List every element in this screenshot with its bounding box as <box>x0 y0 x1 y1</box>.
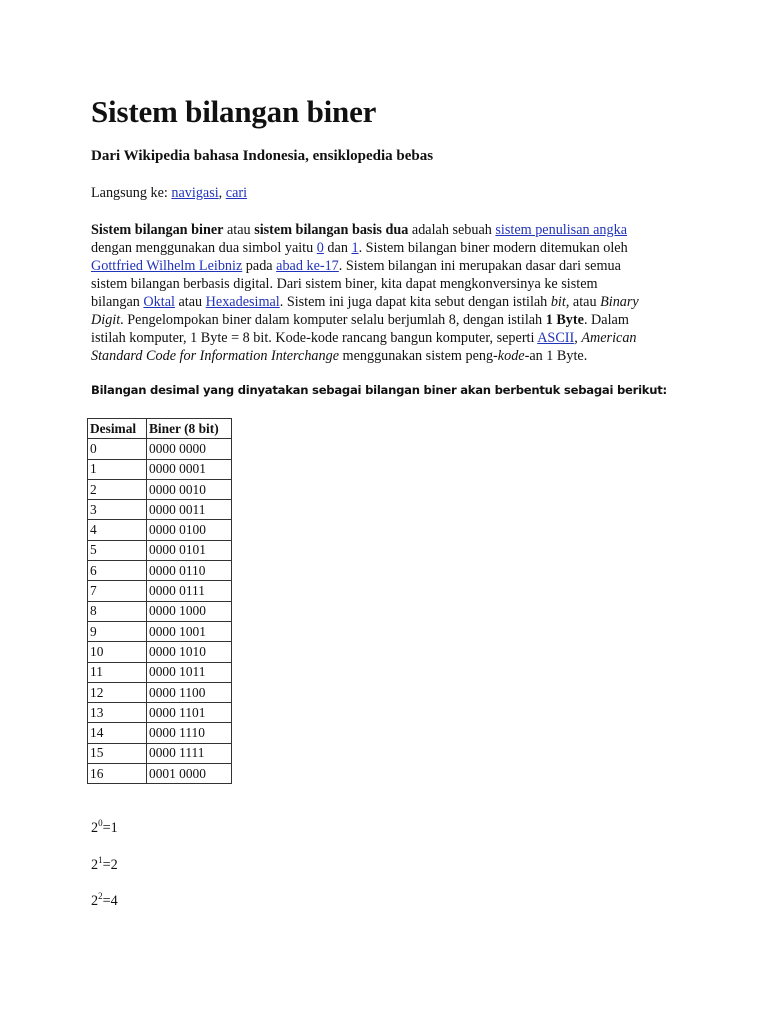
bold-term: Sistem bilangan biner <box>91 222 224 238</box>
link-abad-ke-17[interactable]: abad ke-17 <box>276 258 339 274</box>
link-oktal[interactable]: Oktal <box>143 294 175 310</box>
text: dengan menggunakan dua simbol yaitu <box>91 240 317 256</box>
text: . Sistem ini juga dapat kita sebut dengan istilah <box>279 294 551 310</box>
link-ascii[interactable]: ASCII <box>537 330 575 346</box>
text: atau <box>174 294 206 310</box>
binary-cell: 0000 1001 <box>147 621 232 641</box>
text: dan <box>323 240 352 256</box>
binary-cell: 0000 0100 <box>147 520 232 540</box>
decimal-cell: 6 <box>88 561 147 581</box>
search-link[interactable]: cari <box>225 185 248 201</box>
paragraph-line <box>91 293 676 311</box>
table-row <box>88 459 232 479</box>
bold-term: 1 Byte <box>545 312 584 328</box>
text: menggunakan sistem peng- <box>339 348 498 364</box>
text: bilangan <box>91 294 144 310</box>
decimal-cell: 15 <box>88 743 147 763</box>
table-row <box>88 764 232 784</box>
decimal-cell: 14 <box>88 723 147 743</box>
link-hexadesimal[interactable]: Hexadesimal <box>205 294 280 310</box>
table-row <box>88 540 232 560</box>
bold-term: sistem bilangan basis dua <box>254 222 409 238</box>
paragraph-line <box>91 239 676 257</box>
link-0[interactable]: 0 <box>316 240 324 256</box>
text: atau <box>223 222 255 238</box>
power-exponent: 0 <box>98 818 103 828</box>
link-sistem-penulisan-angka[interactable]: sistem penulisan angka <box>495 222 628 238</box>
decimal-cell: 0 <box>88 439 147 459</box>
table-row <box>88 621 232 641</box>
power-line <box>91 893 118 910</box>
text: . Sistem bilangan ini merupakan dasar dari semua <box>338 258 621 274</box>
link-1[interactable]: 1 <box>351 240 359 256</box>
jump-links <box>91 185 247 202</box>
binary-cell: 0000 1110 <box>147 723 232 743</box>
table-row <box>88 662 232 682</box>
italic-term: Digit <box>91 312 121 328</box>
table-caption: Bilangan desimal yang dinyatakan sebagai bilangan biner akan berbentuk sebagai berikut: <box>91 383 667 397</box>
table-row <box>88 703 232 723</box>
decimal-cell: 13 <box>88 703 147 723</box>
table-row <box>88 500 232 520</box>
table-row <box>88 743 232 763</box>
column-header-desimal: Desimal <box>88 419 147 439</box>
table-header-row <box>88 419 232 439</box>
italic-term: bit <box>550 294 566 310</box>
column-header-biner: Biner (8 bit) <box>147 419 232 439</box>
paragraph-line <box>91 329 676 347</box>
decimal-cell: 4 <box>88 520 147 540</box>
decimal-cell: 1 <box>88 459 147 479</box>
text: , atau <box>565 294 601 310</box>
decimal-cell: 9 <box>88 621 147 641</box>
power-base: 2 <box>91 857 99 873</box>
text: sistem bilangan berbasis digital. Dari sistem biner, kita dapat mengkonversinya ke sistem <box>91 276 598 292</box>
link-leibniz[interactable]: Gottfried Wilhelm Leibniz <box>91 258 243 274</box>
decimal-cell: 10 <box>88 642 147 662</box>
jump-prefix: Langsung ke: <box>91 185 172 201</box>
power-exponent: 1 <box>98 855 103 865</box>
table-row <box>88 723 232 743</box>
power-exponent: 2 <box>98 891 103 901</box>
italic-term: Binary <box>600 294 639 310</box>
binary-cell: 0000 0110 <box>147 561 232 581</box>
binary-cell: 0000 0011 <box>147 500 232 520</box>
decimal-cell: 3 <box>88 500 147 520</box>
italic-term: Standard Code for Information Interchange <box>91 348 339 364</box>
binary-cell: 0000 1011 <box>147 662 232 682</box>
power-base: 2 <box>91 893 99 909</box>
table-row <box>88 561 232 581</box>
binary-cell: 0000 0000 <box>147 439 232 459</box>
decimal-cell: 5 <box>88 540 147 560</box>
binary-cell: 0000 1100 <box>147 682 232 702</box>
decimal-cell: 2 <box>88 479 147 499</box>
binary-cell: 0000 1010 <box>147 642 232 662</box>
power-line <box>91 820 118 837</box>
decimal-cell: 12 <box>88 682 147 702</box>
power-base: 2 <box>91 820 99 836</box>
power-result: =2 <box>102 857 118 873</box>
paragraph-line <box>91 347 676 365</box>
table-row <box>88 479 232 499</box>
binary-cell: 0000 0101 <box>147 540 232 560</box>
binary-cell: 0000 0001 <box>147 459 232 479</box>
binary-table <box>87 418 232 784</box>
power-result: =1 <box>102 820 118 836</box>
jump-separator: , <box>218 185 226 201</box>
table-row <box>88 601 232 621</box>
paragraph-line <box>91 221 676 239</box>
power-line <box>91 857 118 874</box>
power-result: =4 <box>102 893 118 909</box>
paragraph-line <box>91 275 676 293</box>
text: adalah sebuah <box>408 222 496 238</box>
paragraph-line <box>91 257 676 275</box>
table-row <box>88 642 232 662</box>
decimal-cell: 11 <box>88 662 147 682</box>
decimal-cell: 7 <box>88 581 147 601</box>
binary-cell: 0000 1101 <box>147 703 232 723</box>
binary-cell: 0000 0111 <box>147 581 232 601</box>
table-row <box>88 581 232 601</box>
table-row <box>88 520 232 540</box>
italic-term: American <box>581 330 637 346</box>
decimal-cell: 8 <box>88 601 147 621</box>
page-subtitle: Dari Wikipedia bahasa Indonesia, ensiklopedia bebas <box>91 148 434 164</box>
intro-paragraph <box>91 221 676 365</box>
text: istilah komputer, 1 Byte = 8 bit. Kode-kode rancang bangun komputer, seperti <box>91 330 538 346</box>
text: -an 1 Byte. <box>524 348 588 364</box>
table-row <box>88 439 232 459</box>
binary-cell: 0000 1111 <box>147 743 232 763</box>
page-title: Sistem bilangan biner <box>91 94 377 129</box>
decimal-cell: 16 <box>88 764 147 784</box>
navigation-link[interactable]: navigasi <box>171 185 219 201</box>
text: . Dalam <box>583 312 629 328</box>
text: , <box>574 330 582 346</box>
binary-cell: 0001 0000 <box>147 764 232 784</box>
table-row <box>88 682 232 702</box>
text: . Sistem bilangan biner modern ditemukan oleh <box>358 240 628 256</box>
binary-cell: 0000 0010 <box>147 479 232 499</box>
text: . Pengelompokan biner dalam komputer selalu berjumlah 8, dengan istilah <box>120 312 546 328</box>
binary-cell: 0000 1000 <box>147 601 232 621</box>
italic-term: kode <box>497 348 525 364</box>
paragraph-line <box>91 311 676 329</box>
text: pada <box>242 258 277 274</box>
